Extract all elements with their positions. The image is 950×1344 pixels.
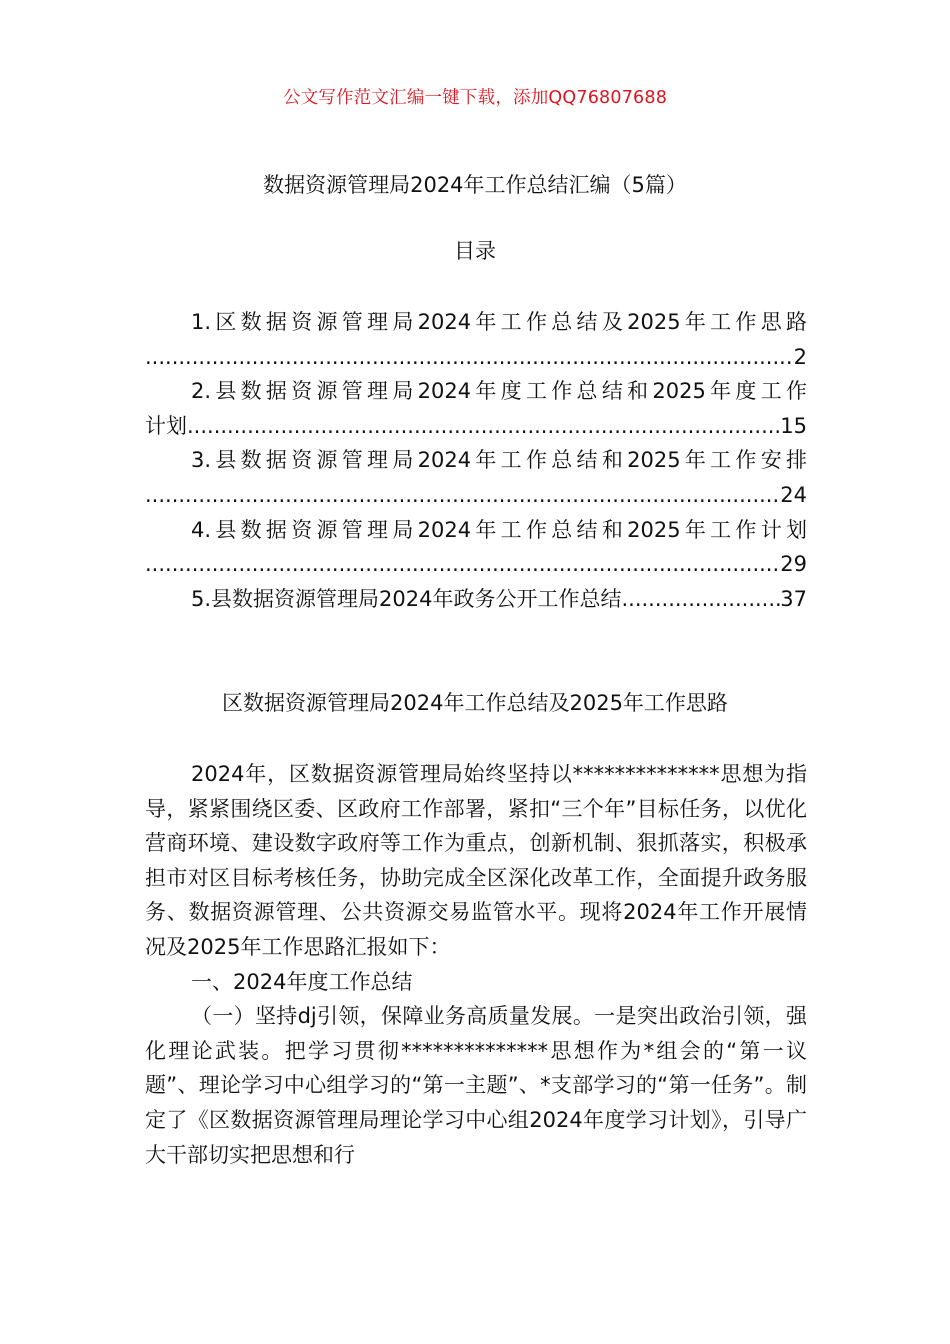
- toc-entry-title[interactable]: 4.县数据资源管理局2024年工作总结和2025年工作计划: [191, 517, 807, 542]
- toc-leader-dots: [145, 547, 780, 582]
- toc-leader-dots: [187, 409, 780, 444]
- toc-entry-title[interactable]: 5.县数据资源管理局2024年政务公开工作总结: [191, 586, 622, 611]
- section-heading: 一、2024年度工作总结: [191, 969, 413, 994]
- toc-page-number[interactable]: 15: [780, 413, 807, 438]
- toc-page-number[interactable]: 2: [793, 344, 807, 369]
- watermark-banner: 公文写作范文汇编一键下载，添加QQ76807688: [282, 88, 668, 108]
- toc-entry[interactable]: [145, 582, 807, 617]
- toc-entry-title[interactable]: 2.县数据资源管理局2024年度工作总结和2025年度工作: [191, 379, 807, 404]
- document-body: [145, 757, 807, 1172]
- document-title: 数据资源管理局2024年工作总结汇编（5篇）: [263, 173, 687, 197]
- toc-leader-dots: [621, 582, 780, 617]
- toc-entry[interactable]: [145, 305, 807, 374]
- toc-page-number[interactable]: 24: [780, 482, 807, 507]
- section-title: 区数据资源管理局2024年工作总结及2025年工作思路: [222, 691, 728, 715]
- toc-entry-title[interactable]: 1.区数据资源管理局2024年工作总结及2025年工作思路: [191, 310, 807, 334]
- toc-entry[interactable]: [145, 374, 807, 443]
- toc-leader-dots: [145, 340, 794, 375]
- body-paragraph: （一）坚持dj引领，保障业务高质量发展。一是突出政治引领，强化理论武装。把学习贯彻**************思想作为*组会的“第一议题”、理论学习中心组学习的“第一主题”、*支部学习的“第一任务”。制定了《区数据资源管理局理论学习中心组2024年度学习计划》，引导广大干部切实把思想和行: [145, 1004, 807, 1167]
- toc-page-number[interactable]: 29: [780, 552, 807, 577]
- toc-entry-title-continued[interactable]: 计划: [145, 413, 187, 438]
- toc-entry[interactable]: [145, 443, 807, 512]
- table-of-contents: [145, 305, 807, 616]
- toc-entry-title[interactable]: 3.县数据资源管理局2024年工作总结和2025年工作安排: [191, 448, 807, 473]
- toc-heading: 目录: [454, 239, 496, 263]
- toc-leader-dots: [145, 478, 780, 513]
- toc-entry[interactable]: [145, 513, 807, 582]
- toc-page-number[interactable]: 37: [780, 586, 807, 611]
- body-paragraph: 2024年，区数据资源管理局始终坚持以**************思想为指导，紧紧围绕区委、区政府工作部署，紧扣“三个年”目标任务，以优化营商环境、建设数字政府等工作为重点，创新机制、狠抓落实，积极承担市对区目标考核任务，协助完成全区深化改革工作，全面提升政务服务、数据资源管理、公共资源交易监管水平。现将2024年工作开展情况及2025年工作思路汇报如下：: [145, 762, 807, 959]
